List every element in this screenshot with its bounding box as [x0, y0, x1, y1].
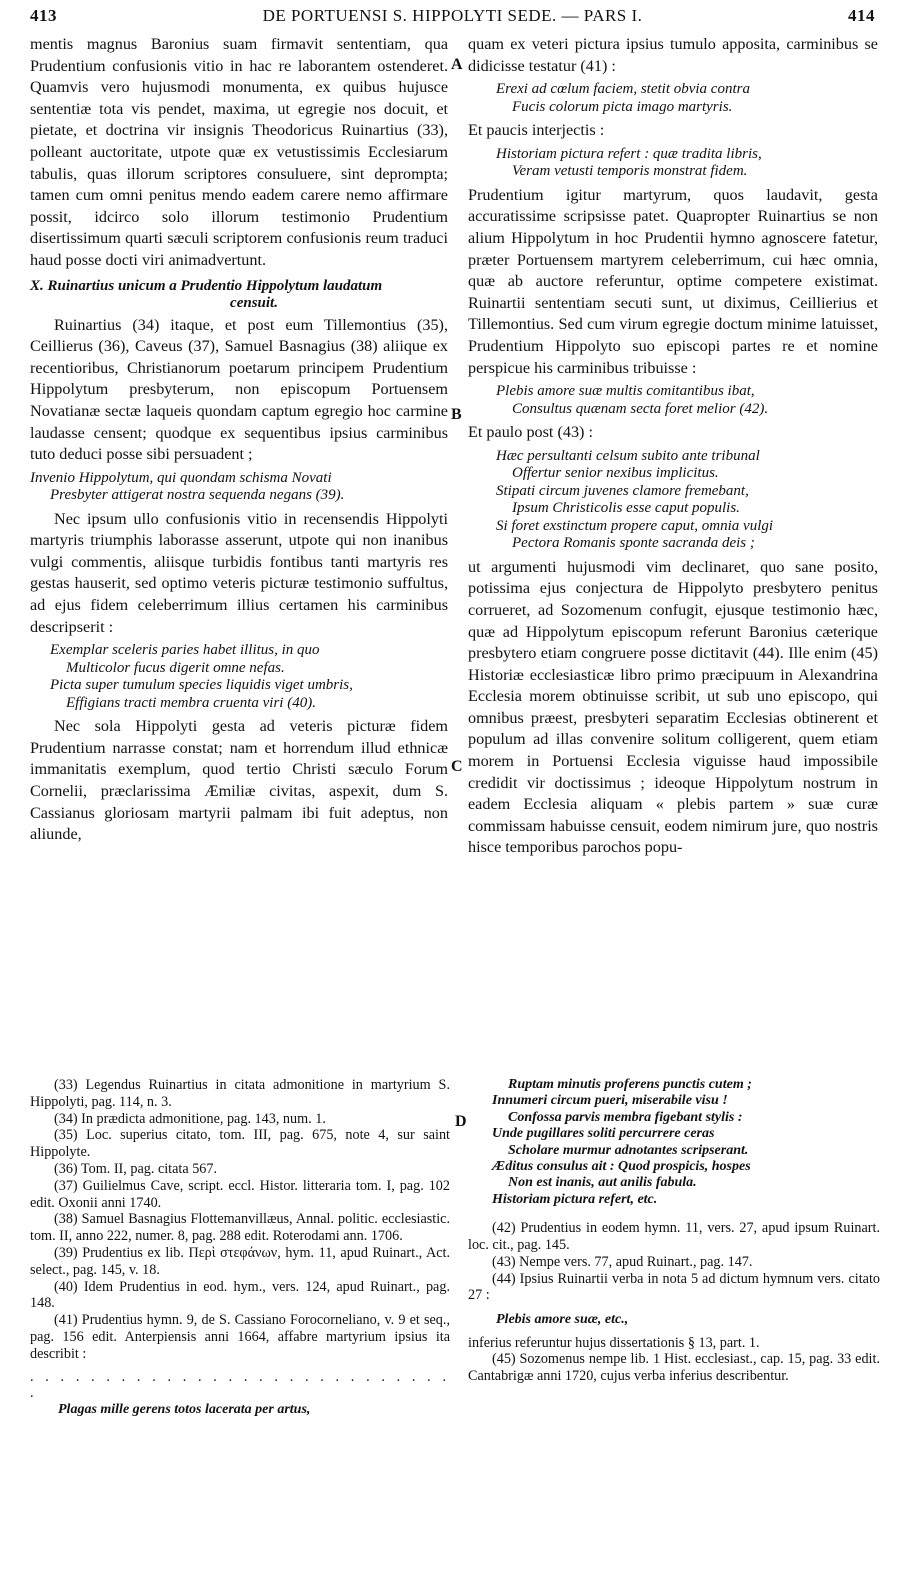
left-column [30, 34, 448, 846]
footnotes-left [30, 1077, 450, 1419]
verse-line: Unde pugillares soliti percurrere ceras [492, 1126, 715, 1142]
paragraph: Nec ipsum ullo confusionis vitio in recensendis Hippolyti martyris triumphis laborasse asserunt, utpote qui non inanibus vulgi commentis, aliisque turbidis fontibus tanti martyris res gestas hauserit, sed optimo veteris picturæ testimonio suffultus, ad ejus fidem celeberrimum illius certamen his carminibus descripserit : [30, 509, 448, 636]
footnotes-right [468, 1077, 880, 1385]
verse-line: Consultus quænam secta foret melior (42). [512, 400, 769, 417]
verse-line: Æditus consulus ait : Quod prospicis, hospes [492, 1159, 751, 1175]
verse-line: Plagas mille gerens totos lacerata per artus, [58, 1402, 311, 1418]
verse-line: Innumeri circum pueri, miserabile visu ! [492, 1093, 728, 1109]
verse-line: Fucis colorum picta imago martyris. [512, 98, 733, 115]
paragraph: ut argumenti hujusmodi vim declinaret, quo sane posito, potissima ejus conjectura de Hippolyto presbytero penitus corrueret, ad Sozomenum confugit, ejusque testimonio hæc, quæ ad Hippolytum episcopum referunt Baronius cæterique presbytero etiam congruere posse dictitavit (44). Ille enim (45) Historiæ ecclesiasticæ libro primo præcipuum in Alexandrina Ecclesia morem obtinuisse scribit, ut sub uno episcopo, qui omnibus præest, presbyteri separatim Ecclesias obtinerent et populum ad illas convenire solitum colligerent, quem etiam morem in Portuensi Ecclesia viguisse haud impossibile credidit vir doctissimus ; ideoque Hippolytum nostrum in eadem Ecclesia aliquam « plebis partem » suæ curæ commissam habuisse censuit, eodem nimirum jure, quo nostris hisce temporibus parochos popu- [468, 557, 878, 857]
footnote: (45) Sozomenus nempe lib. 1 Hist. ecclesiast., cap. 15, pag. 33 edit. Cantabrigæ anni 1720, cujus verba inferius describentur. [468, 1351, 880, 1385]
footnote: (35) Loc. superius citato, tom. III, pag. 675, note 4, sur saint Hippolyte. [30, 1127, 450, 1161]
verse-line: Confossa parvis membra figebant stylis : [508, 1109, 743, 1125]
footnote: (40) Idem Prudentius in eod. hym., vers. 124, apud Ruinart., pag. 148. [30, 1278, 450, 1312]
paragraph: Ruinartius (34) itaque, et post eum Tillemontius (35), Ceillierus (36), Caveus (37), Samuel Basnagius (38) aliique ex recentioribus, Christianorum poetarum principem Prudentium Hippolytum presbyterum, non episcopum Portuensem Novatianæ sectæ laqueis quondam captum egregio hoc carmine laudasse censent; quodque ex sequentibus ipsius carminibus tuto deduci posse sibi persuadent ; [30, 315, 448, 464]
paragraph: quam ex veteri pictura ipsius tumulo apposita, carminibus se didicisse testatur (41) : [468, 35, 878, 75]
margin-marker-c: C [451, 758, 463, 775]
page-number-left: 413 [30, 6, 57, 25]
margin-marker-d: D [455, 1113, 467, 1130]
margin-marker-b: B [451, 406, 462, 423]
verse-line: Stipati circum juvenes clamore fremebant, [496, 482, 749, 499]
verse-line: Picta super tumulum species liquidis viget umbris, [50, 677, 353, 694]
verse-block [468, 146, 878, 181]
verse-line: Presbyter attigerat nostra sequenda negans (39). [50, 487, 345, 504]
verse-block [30, 642, 448, 712]
verse-line: Effigians tracti membra cruenta viri (40). [66, 694, 316, 711]
verse-line: Exemplar sceleris paries habet illitus, in quo [50, 642, 320, 659]
footnote: (42) Prudentius in eodem hymn. 11, vers. 27, apud ipsum Ruinart. loc. cit., pag. 145. [468, 1220, 880, 1254]
verse-block [468, 1077, 880, 1208]
verse-line: Offertur senior nexibus implicitus. [512, 465, 719, 482]
verse-line: Historiam pictura refert, etc. [492, 1191, 658, 1207]
footnote: (37) Guilielmus Cave, script. eccl. Histor. litteraria tom. I, pag. 102 edit. Oxonii anni 1740. [30, 1177, 450, 1211]
paragraph: mentis magnus Baronius suam firmavit sententiam, qua Prudentium confusionis vitio in hac re laborantem ostenderet. Quamvis vero hujusmodi monumenta, ex quibus hujusce sententiæ tota vis pendet, maxima, ut egregie nos docuit, et pietate, et doctrina vir insignis Theodoricus Ruinartius (33), polleant auctoritate, utpote quæ ex vetustissimis Ecclesiarum tabulis, quas illorum scriptores consuluere, sint deprompta; tamen cum omni penitus mendo eadem carere nemo affirmare possit, idcirco solo illorum testimonio Prudentium disertissimum quarti sæculi scriptorem confusionis reum traduci haud posse docti viri animadvertunt. [30, 35, 448, 269]
verse-line: Hæc persultanti celsum subito ante tribunal [496, 447, 760, 464]
quotation [30, 470, 448, 505]
verse-line: Erexi ad cœlum faciem, stetit obvia contra [496, 81, 750, 98]
footnote: (41) Prudentius hymn. 9, de S. Cassiano Forocorneliano, v. 9 et seq., pag. 156 edit. Anterpiensis anni 1664, affabre martyrium ipsius ita describit : [30, 1312, 450, 1362]
paragraph: Et paucis interjectis : [468, 121, 605, 140]
footnote: (34) In prædicta admonitione, pag. 143, num. 1. [54, 1110, 326, 1127]
verse-line: Ipsum Christicolis esse caput populis. [512, 500, 740, 517]
verse-line: Plebis amore suæ multis comitantibus ibat, [496, 383, 755, 400]
verse-line: Si foret exstinctum propere caput, omnia vulgi [496, 517, 774, 534]
verse-line: Multicolor fucus digerit omne nefas. [66, 659, 285, 676]
page-number-right: 414 [848, 6, 875, 25]
verse-line: Ruptam minutis proferens punctis cutem ; [508, 1077, 752, 1092]
footnote-continuation: inferius referuntur hujus dissertationis § 13, part. 1. [468, 1334, 760, 1351]
verse-line: Plebis amore suæ, etc., [496, 1312, 629, 1328]
paragraph: Nec sola Hippolyti gesta ad veteris picturæ fidem Prudentium narrasse constat; nam et horrendum illud ethnicæ immanitatis exemplum, quod tertio Christi sæculo Forum Cornelii, præclarissima Æmiliæ civitas, aspexit, dum S. Cassianus gloriosam martyrii palmam ibi fuit adeptus, non aliunde, [30, 717, 448, 844]
footnote: (38) Samuel Basnagius Flottemanvillæus, Annal. politic. ecclesiastic. tom. II, anno 222, numer. 8, pag. 288 edit. Roterodami ann. 1706. [30, 1211, 450, 1245]
verse-line: Non est inanis, aut anilis fabula. [508, 1175, 697, 1191]
verse-block [468, 81, 878, 116]
footnote: (36) Tom. II, pag. citata 567. [54, 1160, 218, 1177]
verse-line: Pectora Romanis sponte sacranda deis ; [512, 535, 755, 552]
ellipsis-line: . . . . . . . . . . . . . . . . . . . . . . . . . . . . . [30, 1368, 450, 1402]
margin-marker-a: A [451, 56, 463, 73]
footnote: (39) Prudentius ex lib. Περὶ στεφάνων, hym. 11, apud Ruinart., Act. select., pag. 145, v. 18. [30, 1244, 450, 1278]
verse-line: Veram vetusti temporis monstrat fidem. [512, 163, 748, 180]
footnote: (43) Nempe vers. 77, apud Ruinart., pag. 147. [492, 1253, 753, 1270]
right-column [468, 34, 878, 859]
verse-block [468, 383, 878, 418]
running-header [30, 6, 875, 30]
paragraph: Et paulo post (43) : [468, 423, 593, 442]
verse-block [468, 448, 878, 553]
verse-line: Invenio Hippolytum, qui quondam schisma Novati [30, 469, 332, 486]
footnote: (33) Legendus Ruinartius in citata admonitione in martyrium S. Hippolyti, pag. 114, n. 3. [30, 1077, 450, 1110]
footnote: (44) Ipsius Ruinartii verba in nota 5 ad dictum hymnum vers. citato 27 : [468, 1270, 880, 1304]
verse-line: Historiam pictura refert : quæ tradita libris, [496, 145, 762, 162]
section-heading-line: X. Ruinartius unicum a Prudentio Hippolytum laudatum [30, 277, 383, 294]
section-heading-line: censuit. [230, 294, 278, 311]
section-heading [30, 278, 448, 312]
running-title: DE PORTUENSI S. HIPPOLYTI SEDE. — PARS I. [262, 6, 643, 25]
paragraph: Prudentium igitur martyrum, quos laudavit, gesta accuratissime scripsisse patet. Quapropter Ruinartius se non alium Hippolytum in hoc Prudentii hymno agnoscere fatetur, præter Portuensem martyrem celeberrimum, cui hæc omnia, quæ ab auctore referuntur, optime competere existimat. Ruinartii sententiam secuti sunt, ut diximus, Ceillierius et Tillemontius. Sed cum virum egregie doctum minime latuisset, Prudentium Hippolyto suo episcopi partes re et nomine perspicue his carminibus tribuisse : [468, 185, 878, 377]
verse-line: Scholare murmur adnotantes scripserant. [508, 1142, 749, 1158]
